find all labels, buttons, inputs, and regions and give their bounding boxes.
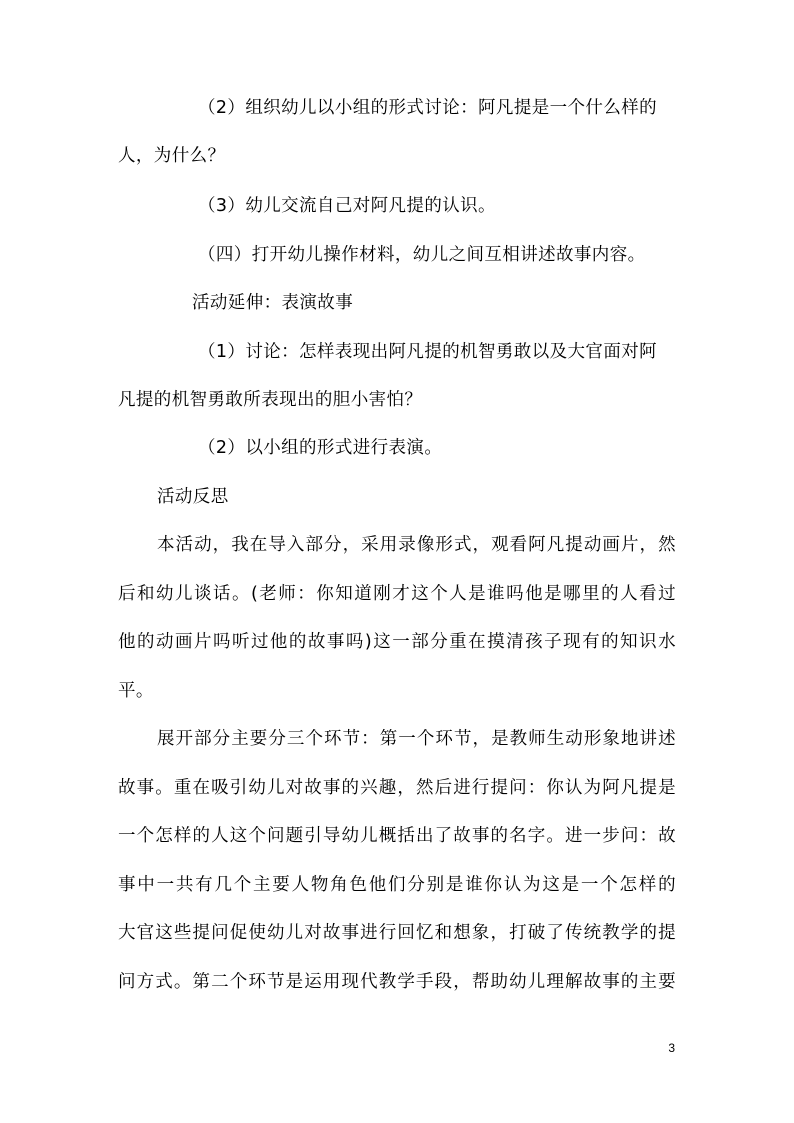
text-line: 他的动画片吗听过他的故事吗)这一部分重在摸清孩子现有的知识水 xyxy=(118,632,676,652)
text-line: 故事。重在吸引幼儿对故事的兴趣，然后进行提问：你认为阿凡提是 xyxy=(118,778,676,798)
text-line: 展开部分主要分三个环节：第一个环节，是教师生动形象地讲述 xyxy=(157,729,676,749)
text-line: 大官这些提问促使幼儿对故事进行回忆和想象，打破了传统教学的提 xyxy=(118,923,676,943)
page-number: 3 xyxy=(668,1041,675,1055)
text-line: 后和幼儿谈话。(老师：你知道刚才这个人是谁吗他是哪里的人看过 xyxy=(118,584,676,604)
text-line: （2）以小组的形式进行表演。 xyxy=(198,438,443,458)
text-line: 一个怎样的人这个问题引导幼儿概括出了故事的名字。进一步问：故 xyxy=(118,826,676,846)
text-line: （2）组织幼儿以小组的形式讨论：阿凡提是一个什么样的 xyxy=(198,98,658,118)
text-line: （1）讨论：怎样表现出阿凡提的机智勇敢以及大官面对阿 xyxy=(198,342,658,362)
text-line: 人，为什么？ xyxy=(118,146,226,166)
text-line: （四）打开幼儿操作材料，幼儿之间互相讲述故事内容。 xyxy=(198,245,646,265)
text-line: 事中一共有几个主要人物角色他们分别是谁你认为这是一个怎样的 xyxy=(118,875,676,895)
text-line: （3）幼儿交流自己对阿凡提的认识。 xyxy=(198,196,496,216)
section-heading: 活动延伸：表演故事 xyxy=(192,293,354,313)
text-line: 问方式。第二个环节是运用现代教学手段，帮助幼儿理解故事的主要 xyxy=(118,972,676,992)
text-line: 凡提的机智勇敢所表现出的胆小害怕？ xyxy=(118,390,423,410)
text-line: 平。 xyxy=(118,681,154,701)
section-heading: 活动反思 xyxy=(157,487,229,507)
text-line: 本活动，我在导入部分，采用录像形式，观看阿凡提动画片，然 xyxy=(157,535,676,555)
